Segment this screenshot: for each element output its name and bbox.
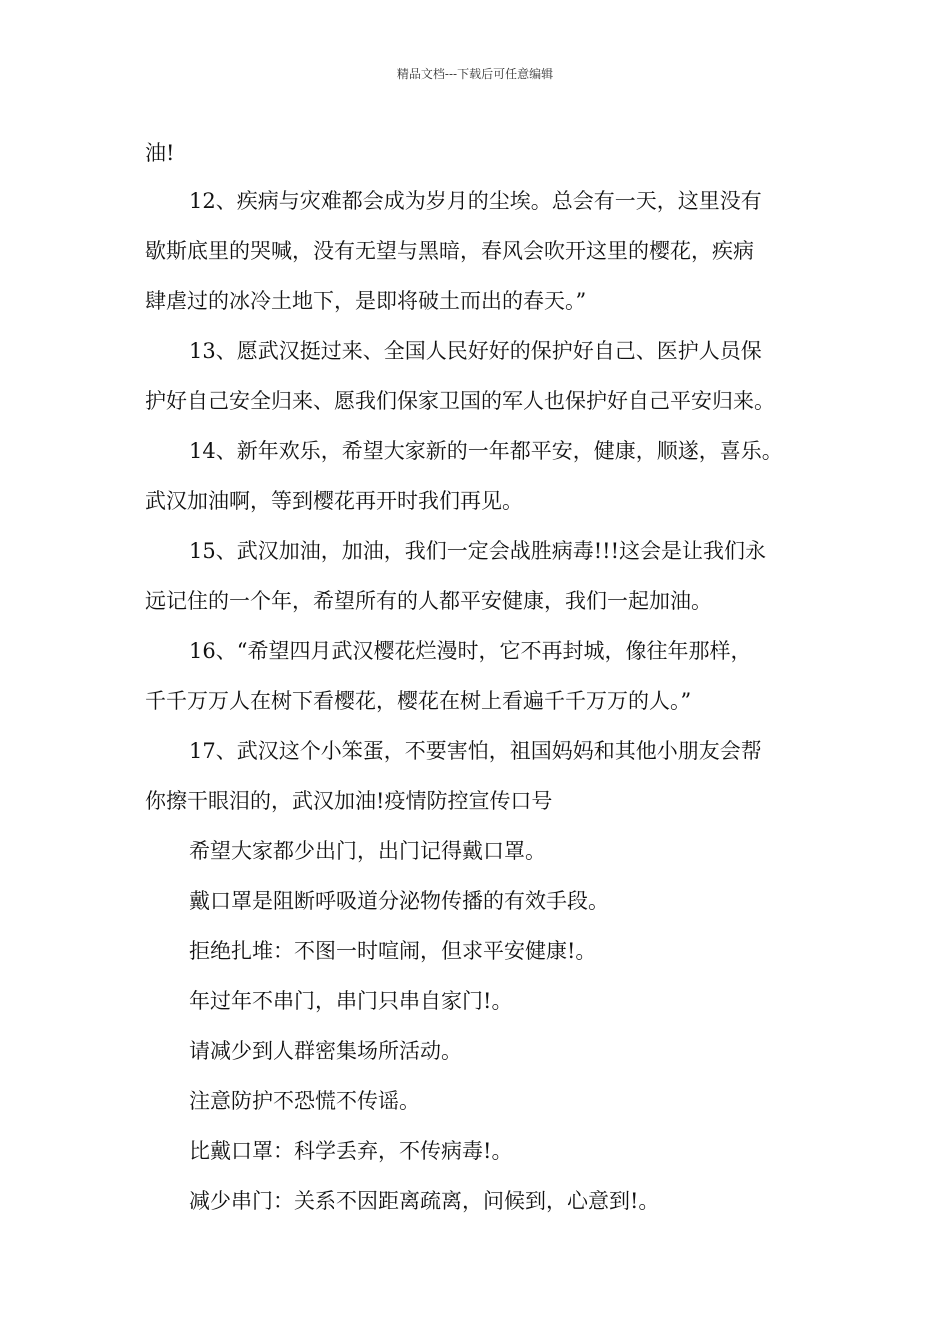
text-line: 12、疾病与灾难都会成为岁月的尘埃。总会有一天，这里没有: [189, 189, 762, 213]
text-line: 16、“希望四月武汉樱花烂漫时，它不再封城，像往年那样，: [189, 639, 752, 663]
text-line: 减少串门：关系不因距离疏离，问候到，心意到!。: [189, 1189, 660, 1213]
text-line: 希望大家都少出门，出门记得戴口罩。: [189, 839, 546, 863]
text-line: 13、愿武汉挺过来、全国人民好好的保护好自己、医护人员保: [189, 339, 762, 363]
text-line: 14、新年欢乐，希望大家新的一年都平安，健康，顺遂，喜乐。: [189, 439, 783, 463]
text-line: 武汉加油啊，等到樱花再开时我们再见。: [145, 489, 523, 513]
text-line: 护好自己安全归来、愿我们保家卫国的军人也保护好自己平安归来。: [145, 389, 775, 413]
text-line: 17、武汉这个小笨蛋，不要害怕，祖国妈妈和其他小朋友会帮: [189, 739, 762, 763]
text-line: 15、武汉加油，加油，我们一定会战胜病毒!!!这会是让我们永: [189, 539, 767, 563]
text-line: 拒绝扎堆：不图一时喧闹，但求平安健康!。: [189, 939, 597, 963]
text-line: 戴口罩是阻断呼吸道分泌物传播的有效手段。: [189, 889, 609, 913]
text-line: 远记住的一个年，希望所有的人都平安健康，我们一起加油。: [145, 589, 712, 613]
text-line: 请减少到人群密集场所活动。: [189, 1039, 462, 1063]
text-line: 年过年不串门，串门只串自家门!。: [189, 989, 513, 1013]
text-line: 你擦干眼泪的，武汉加油!疫情防控宣传口号: [145, 789, 553, 813]
text-line: 千千万万人在树下看樱花，樱花在树上看遍千千万万的人。”: [145, 689, 692, 713]
text-line: 油!: [145, 141, 175, 165]
text-line: 注意防护不恐慌不传谣。: [189, 1089, 420, 1113]
text-line: 比戴口罩：科学丢弃，不传病毒!。: [189, 1139, 513, 1163]
text-line: 歇斯底里的哭喊，没有无望与黑暗，春风会吹开这里的樱花，疾病: [145, 239, 754, 263]
page-header: 精品文档---下载后可任意编辑: [396, 67, 554, 81]
text-line: 肆虐过的冰冷土地下，是即将破土而出的春天。”: [145, 289, 587, 313]
